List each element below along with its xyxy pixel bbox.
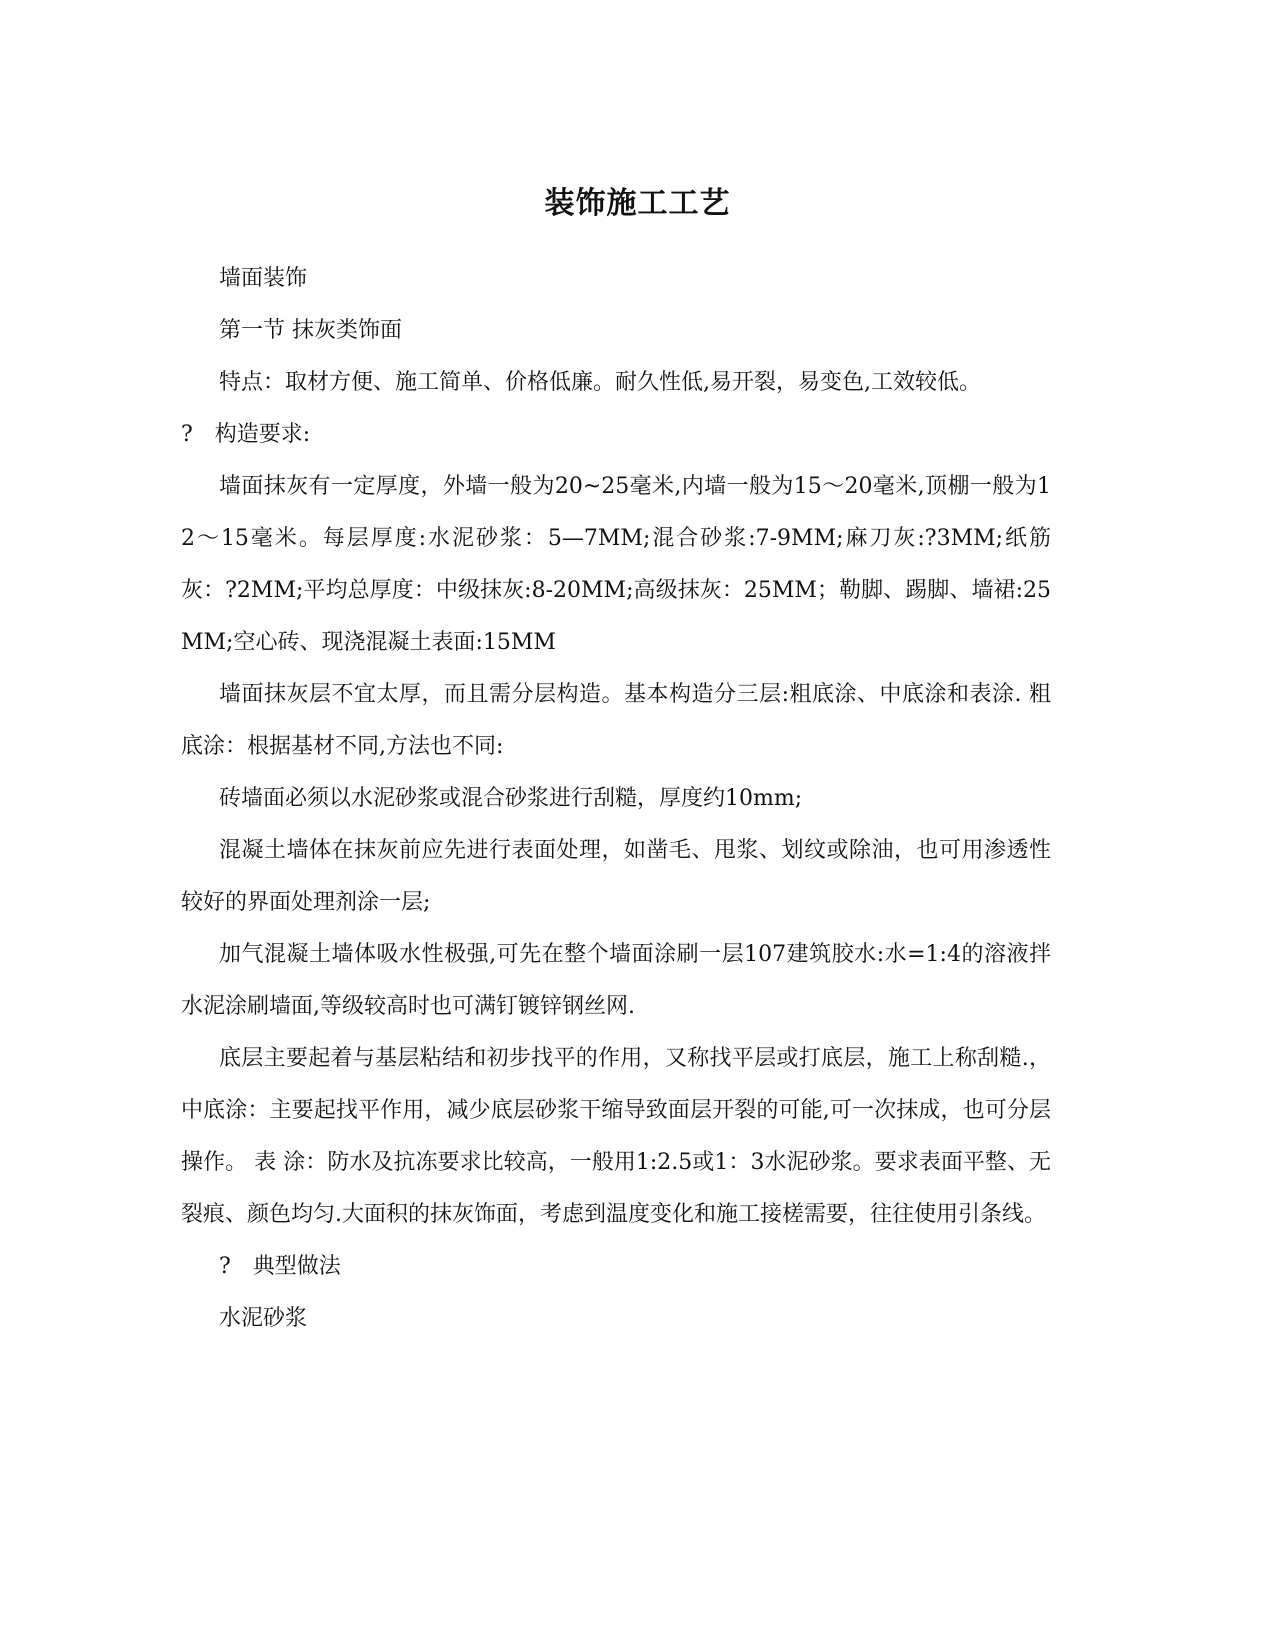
paragraph-section-heading: 第一节 抹灰类饰面 xyxy=(219,318,402,343)
paragraph-wall-decoration: 墙面装饰 xyxy=(219,266,308,291)
document-title: 装饰施工工艺 xyxy=(544,186,731,221)
paragraph-cement-mortar: 水泥砂浆 xyxy=(219,1306,308,1331)
paragraph-brick-wall: 砖墙面必须以水泥砂浆或混合砂浆进行刮糙，厚度约10mm; xyxy=(219,786,803,811)
paragraph-features: 特点：取材方便、施工简单、价格低廉。耐久性低,易开裂，易变色,工效较低。 xyxy=(219,370,981,395)
paragraph-base-layer: 底层主要起着与基层粘结和初步找平的作用，又称找平层或打底层，施工上称刮糙.， 中底涂：主要起找平作用，减少底层砂浆干缩导致面层开裂的可能,可一次抹成，也可分层操作。 表 涂：防水及抗冻要求比较高，一般用1:2.5或1：3水泥砂浆。要求表面平整、无裂痕、颜色均匀.大面积的抹灰饰面，考虑到温度变化和施工接槎需要，往往使用引条线。 xyxy=(181,1046,1051,1227)
document-body xyxy=(181,253,1051,1345)
paragraph-aerated-concrete: 加气混凝土墙体吸水性极强,可先在整个墙面涂刷一层107建筑胶水:水=1:4的溶液拌水泥涂刷墙面,等级较高时也可满钉镀锌钢丝网. xyxy=(181,942,1051,1019)
paragraph-layers: 墙面抹灰层不宜太厚，而且需分层构造。基本构造分三层:粗底涂、中底涂和表涂. 粗底涂：根据基材不同,方法也不同: xyxy=(181,682,1051,759)
paragraph-thickness: 墙面抹灰有一定厚度，外墙一般为20~25毫米,内墙一般为15～20毫米,顶棚一般为12～15毫米。每层厚度:水泥砂浆：5—7MM;混合砂浆:7-9MM;麻刀灰:?3MM;纸筋灰：?2MM;平均总厚度：中级抹灰:8-20MM;高级抹灰：25MM；勒脚、踢脚、墙裙:25MM;空心砖、现浇混凝土表面:15MM xyxy=(181,474,1051,655)
paragraph-concrete-wall: 混凝土墙体在抹灰前应先进行表面处理，如凿毛、甩浆、划纹或除油，也可用渗透性较好的界面处理剂涂一层; xyxy=(181,838,1051,915)
paragraph-construction-requirements: ? 构造要求: xyxy=(181,422,311,447)
paragraph-typical-methods: ? 典型做法 xyxy=(219,1254,341,1279)
